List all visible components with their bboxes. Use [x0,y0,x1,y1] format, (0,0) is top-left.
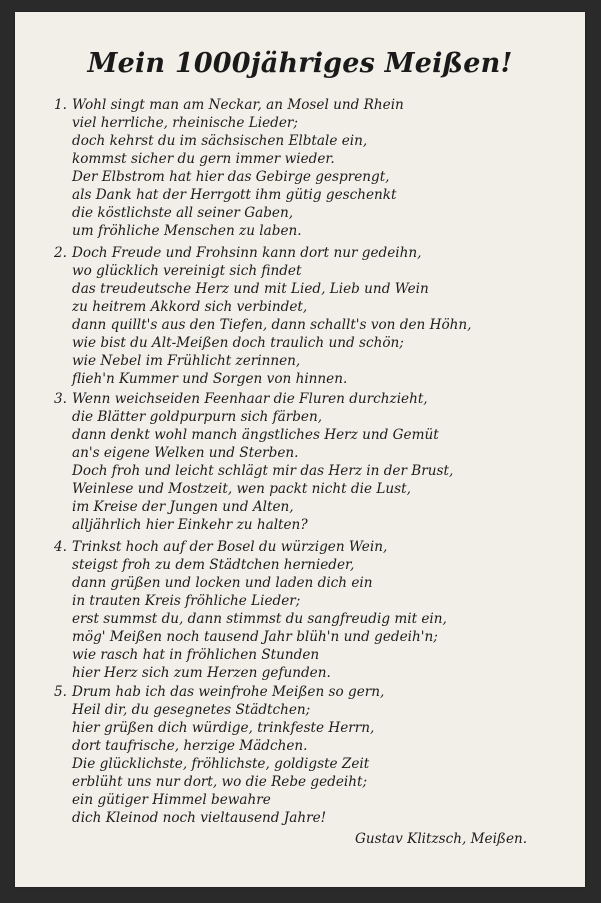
stanza-line: im Kreise der Jungen und Alten, [72,499,294,515]
stanza-line: um fröhliche Menschen zu laben. [72,223,302,239]
stanza-line: dich Kleinod noch vieltausend Jahre! [72,810,327,826]
stanza-line: wie bist du Alt-Meißen doch traulich und schön; [72,335,404,351]
stanza-line: wie rasch hat in fröhlichen Stunden [72,647,320,663]
stanza-line: Der Elbstrom hat hier das Gebirge gesprengt, [72,169,390,185]
stanza-number: 1. [54,97,67,113]
stanza-5 [54,683,572,827]
stanza-line: viel herrliche, rheinische Lieder; [72,115,298,131]
stanza-line: ein gütiger Himmel bewahre [72,792,271,808]
stanza-line: Weinlese und Mostzeit, wen packt nicht die Lust, [72,481,411,497]
stanza-line [54,96,572,114]
stanza-line: Heil dir, du gesegnetes Städtchen; [72,702,311,718]
stanza-line: dann denkt wohl manch ängstliches Herz und Gemüt [72,427,439,443]
stanza-number: 4. [54,539,67,555]
line-text: Drum hab ich das weinfrohe Meißen so gern, [72,684,385,700]
stanza-1 [54,96,572,240]
author-signature: Gustav Klitzsch, Meißen. [355,831,528,847]
stanza-line: in trauten Kreis fröhliche Lieder; [72,593,301,609]
stanza-2 [54,244,572,388]
stanza-line: erst summst du, dann stimmst du sangfreudig mit ein, [72,611,447,627]
line-text: Doch Freude und Frohsinn kann dort nur gedeihn, [72,245,422,261]
stanza-line: an's eigene Welken und Sterben. [72,445,299,461]
stanza-line: doch kehrst du im sächsischen Elbtale ein, [72,133,368,149]
stanza-number: 3. [54,391,67,407]
postcard [15,12,585,887]
stanza-3 [54,390,572,534]
line-text: Wohl singt man am Neckar, an Mosel und Rhein [72,97,404,113]
stanza-line: dort taufrische, herzige Mädchen. [72,738,308,754]
stanza-line [54,390,572,408]
stanza-number: 5. [54,684,67,700]
stanza-line: dann quillt's aus den Tiefen, dann schallt's von den Höhn, [72,317,472,333]
stanza-line: Die glücklichste, fröhlichste, goldigste Zeit [72,756,370,772]
stanza-line: mög' Meißen noch tausend Jahr blüh'n und gedeih'n; [72,629,438,645]
stanza-line: die Blätter goldpurpurn sich färben, [72,409,323,425]
line-text: Trinkst hoch auf der Bosel du würzigen Wein, [72,539,388,555]
stanza-line: die köstlichste all seiner Gaben, [72,205,294,221]
stanza-line: kommst sicher du gern immer wieder. [72,151,335,167]
stanza-line [54,538,572,556]
stanza-number: 2. [54,245,67,261]
stanza-line: alljährlich hier Einkehr zu halten? [72,517,308,533]
stanza-line: zu heitrem Akkord sich verbindet, [72,299,308,315]
stanza-line: hier grüßen dich würdige, trinkfeste Herrn, [72,720,375,736]
stanza-line: wo glücklich vereinigt sich findet [72,263,302,279]
stanza-line [54,683,572,701]
line-text: Wenn weichseiden Feenhaar die Fluren durchzieht, [72,391,428,407]
poem-title: Mein 1000jähriges Meißen! [87,48,513,79]
stanza-line: als Dank hat der Herrgott ihm gütig geschenkt [72,187,397,203]
stanza-line: Doch froh und leicht schlägt mir das Herz in der Brust, [72,463,454,479]
stanza-line: steigst froh zu dem Städtchen hernieder, [72,557,355,573]
stanza-line [54,244,572,262]
stanza-line: hier Herz sich zum Herzen gefunden. [72,665,331,681]
stanza-4 [54,538,572,682]
stanza-line: erblüht uns nur dort, wo die Rebe gedeiht; [72,774,368,790]
stanza-line: dann grüßen und locken und laden dich ein [72,575,373,591]
stanza-line: flieh'n Kummer und Sorgen von hinnen. [72,371,348,387]
stanza-line: das treudeutsche Herz und mit Lied, Lieb und Wein [72,281,429,297]
stanza-line: wie Nebel im Frühlicht zerinnen, [72,353,301,369]
